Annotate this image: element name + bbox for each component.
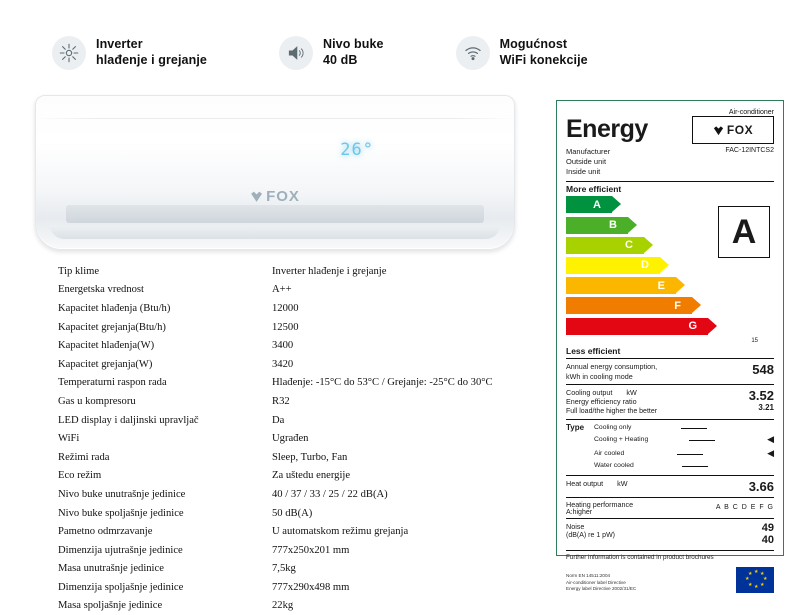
legal-line-2: Air-conditioner label Directive [566, 579, 626, 585]
table-row [42, 578, 542, 597]
spec-label: Nivo buke unutrašnje jedinice [58, 488, 186, 500]
spec-value: 12500 [272, 321, 299, 333]
spec-label: Masa spoljašnje jedinice [58, 600, 163, 612]
energy-bar-f: F [566, 297, 692, 314]
type-arrow-icon: ◀ [767, 448, 774, 459]
table-row [42, 336, 542, 355]
table-row [42, 467, 542, 486]
spec-value: Hlađenje: -15°C do 53°C / Grejanje: -25°C do 30°C [272, 377, 493, 389]
type-item: Cooling only [594, 423, 774, 434]
energy-model-number: FAC-12INTCS2 [725, 147, 774, 154]
noise-value-outdoor: 49 [761, 521, 774, 534]
table-row [42, 299, 542, 318]
noise-labels [566, 522, 615, 540]
table-row [42, 429, 542, 448]
manufacturer-label: Manufacturer [566, 147, 611, 156]
cooling-output-unit: kW [626, 388, 637, 398]
energy-brand-text: FOX [726, 123, 754, 137]
table-row [42, 411, 542, 430]
type-items [594, 423, 774, 472]
feature-line2: 40 dB [322, 53, 358, 67]
annual-label-1: Annual energy consumption, [566, 362, 658, 372]
spec-label: Kapacitet hlađenja(W) [58, 340, 155, 352]
feature-item-wifi [456, 36, 588, 70]
specification-table [42, 262, 542, 615]
type-item: Cooling + Heating ◀ [594, 433, 774, 447]
cooling-output-label: Cooling output kW [566, 388, 637, 398]
energy-meta [566, 147, 774, 177]
type-label: Type [566, 422, 585, 432]
noise-values [762, 522, 774, 547]
type-dash [681, 428, 707, 429]
spec-label: Nivo buke spoljašnje jedinice [58, 507, 184, 519]
type-arrow-icon: ◀ [767, 434, 774, 445]
eer-label: Energy efficiency ratio [566, 397, 637, 407]
wifi-icon [456, 36, 490, 70]
energy-label [556, 100, 784, 592]
table-row [42, 448, 542, 467]
heating-performance-scale: A B C D E F G [715, 504, 774, 512]
spec-label: Dimenzija spoljašnje jedinice [58, 581, 184, 593]
table-row [42, 485, 542, 504]
ac-lower-panel [50, 225, 500, 239]
spec-value: 3400 [272, 340, 294, 352]
table-row [42, 504, 542, 523]
heat-output-section [566, 476, 774, 498]
legal-line-1: Norm EN 14511:2004 [566, 573, 611, 579]
energy-title: Energy [566, 115, 648, 143]
feature-text-inverter [96, 37, 207, 68]
speaker-icon [279, 36, 313, 70]
annual-consumption-label [566, 362, 657, 381]
energy-class-awarded: A [718, 206, 770, 258]
spec-label: Masa unutrašnje jedinice [58, 563, 164, 575]
noise-sub: (dB(A) re 1 pW) [566, 532, 616, 540]
noise-value-indoor: 40 [761, 534, 774, 547]
heat-output-value: 3.66 [748, 478, 774, 494]
feature-item-noise [279, 36, 384, 70]
energy-bars [566, 196, 726, 334]
spec-value: Za uštedu energije [272, 470, 351, 482]
heat-output-label: Heat output kW [566, 478, 628, 488]
spec-label: Dimenzija ujutrašnje jedinice [58, 544, 183, 556]
energy-class-chart [566, 196, 774, 346]
spec-value: 12000 [272, 302, 299, 314]
air-conditioner-image [35, 95, 515, 250]
table-row [42, 392, 542, 411]
energy-title-row [566, 116, 774, 144]
feature-line1: Nivo buke [322, 37, 384, 52]
spec-value: Inverter hlađenje i grejanje [272, 265, 387, 277]
energy-scale-note: 15 [751, 338, 758, 345]
spec-label: Temperaturni raspon rada [58, 377, 167, 389]
spec-value: 22kg [272, 600, 294, 612]
spec-value: 50 dB(A) [272, 507, 313, 519]
spec-value: U automatskom režimu grejanja [272, 526, 409, 538]
type-item: Water cooled [594, 461, 774, 472]
energy-bottom-row [566, 567, 774, 593]
heating-performance-sub: A:higher [566, 508, 593, 516]
cooling-output-values [749, 388, 774, 412]
spec-value: 40 / 37 / 33 / 25 / 22 dB(A) [272, 488, 388, 500]
annual-consumption-section [566, 359, 774, 385]
less-efficient-label: Less efficient [566, 346, 774, 359]
feature-text-wifi [500, 37, 588, 68]
ac-display-temperature: 26° [340, 140, 374, 160]
type-dash [682, 466, 708, 467]
energy-bar-g: G [566, 318, 708, 335]
spec-label: WiFi [58, 433, 80, 445]
spec-value: 7,5kg [272, 563, 296, 575]
feature-line2: WiFi konekcije [499, 53, 588, 67]
spec-label: Energetska vrednost [58, 284, 145, 296]
energy-footer-note: Further information is contained in product brochures [566, 554, 714, 562]
spec-value: 777x290x498 mm [272, 581, 350, 593]
spec-label: Tip klime [58, 265, 100, 277]
snowflake-sun-icon [52, 36, 86, 70]
spec-label: Kapacitet hlađenja (Btu/h) [58, 302, 171, 314]
feature-line1: Mogućnost [499, 37, 568, 52]
legal-line-3: Energy label Directive 2002/31/EC [566, 586, 637, 592]
outside-unit-label: Outside unit [566, 157, 607, 167]
fox-mark-icon [250, 190, 263, 203]
heating-performance-section [566, 498, 774, 519]
ac-air-vent [66, 205, 484, 223]
spec-label: Režimi rada [58, 451, 110, 463]
table-row [42, 318, 542, 337]
annual-consumption-value: 548 [752, 362, 774, 378]
annual-label-2: kWh in cooling mode [566, 371, 633, 381]
table-row [42, 560, 542, 579]
type-dash [689, 440, 715, 441]
table-row [42, 374, 542, 393]
spec-label: Kapacitet grejanja(W) [58, 358, 153, 370]
ac-top-seam [36, 118, 514, 119]
fox-mark-icon [713, 125, 724, 136]
energy-meta-left [566, 147, 610, 177]
spec-value: 777x250x201 mm [272, 544, 350, 556]
eer-note: Full load/the higher the better [566, 407, 658, 415]
heating-performance-label: Heating performance [566, 499, 634, 509]
type-dash [677, 454, 703, 455]
table-row [42, 541, 542, 560]
energy-bar-a: A [566, 196, 612, 213]
table-row [42, 522, 542, 541]
spec-value: A++ [272, 284, 292, 296]
inside-unit-label: Inside unit [566, 167, 601, 177]
eer-value: 3.21 [758, 403, 774, 413]
ac-body [35, 95, 515, 250]
cooling-output-labels [566, 388, 657, 416]
spec-label: Kapacitet grejanja(Btu/h) [58, 321, 166, 333]
feature-list [52, 36, 588, 70]
energy-appliance-type: Air-conditioner [728, 109, 774, 116]
heating-performance-labels [566, 500, 633, 516]
feature-text-noise [323, 37, 384, 68]
heat-output-unit: kW [617, 478, 628, 488]
eu-flag-icon: ★ ★ ★ ★ ★ ★ ★ ★ [736, 567, 774, 593]
cooling-output-value: 3.52 [748, 388, 774, 404]
spec-value: Sleep, Turbo, Fan [272, 451, 348, 463]
energy-bar-b: B [566, 217, 628, 234]
feature-item-inverter [52, 36, 207, 70]
spec-label: Eco režim [58, 470, 102, 482]
energy-bar-c: C [566, 237, 644, 254]
energy-brand-box [692, 116, 774, 144]
ac-brand-text: FOX [266, 188, 300, 205]
noise-label: Noise [566, 521, 585, 531]
spec-value: Ugrađen [272, 433, 309, 445]
spec-label: Pametno odmrzavanje [58, 526, 153, 538]
feature-line1: Inverter [96, 37, 143, 52]
spec-label: LED display i daljinski upravljač [58, 414, 199, 426]
spec-value: R32 [272, 395, 290, 407]
table-row [42, 262, 542, 281]
feature-line2: hlađenje i grejanje [96, 53, 207, 67]
table-row [42, 281, 542, 300]
energy-bar-e: E [566, 277, 676, 294]
ac-brand-logo [250, 188, 300, 205]
table-row [42, 597, 542, 615]
energy-bar-d: D [566, 257, 660, 274]
spec-value: Da [272, 414, 285, 426]
spec-label: Gas u kompresoru [58, 395, 136, 407]
spec-value: 3420 [272, 358, 294, 370]
cooling-output-section [566, 385, 774, 420]
table-row [42, 355, 542, 374]
type-section [566, 420, 774, 476]
more-efficient-label: More efficient [566, 181, 774, 194]
type-item: Air cooled ◀ [594, 447, 774, 461]
noise-section [566, 519, 774, 551]
energy-legal-text [566, 573, 636, 592]
